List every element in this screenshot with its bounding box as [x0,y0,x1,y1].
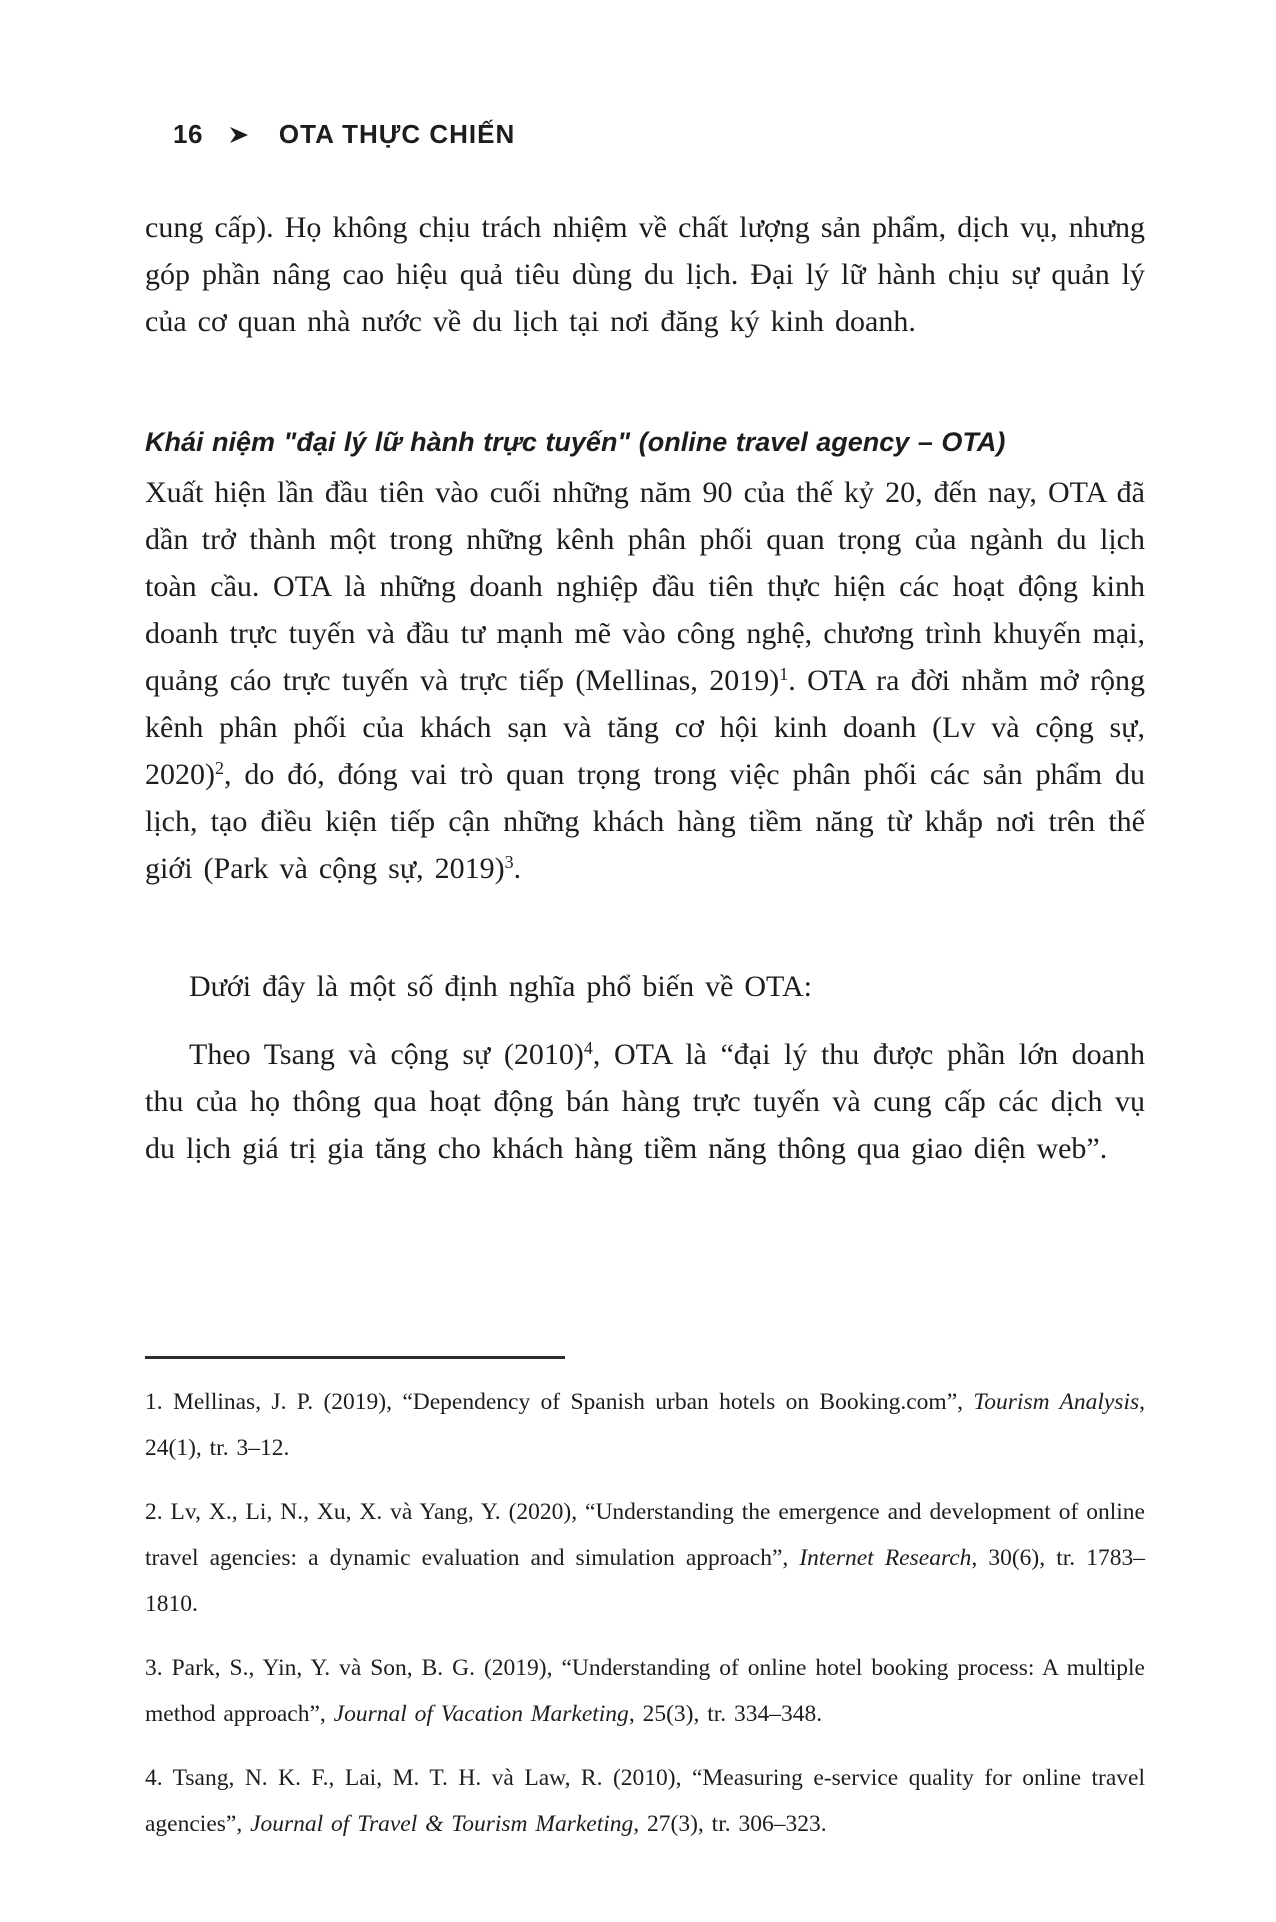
footnote-marker: 4 [583,1038,593,1059]
paragraph-agency-responsibility: cung cấp). Họ không chịu trách nhiệm về chất lượng sản phẩm, dịch vụ, nhưng góp phần nâng cao hiệu quả tiêu dùng du lịch. Đại lý lữ hành chịu sự quản lý của cơ quan nhà nước về du lịch tại nơi đăng ký kinh doanh. [145,211,1145,338]
footnote: 4. Tsang, N. K. F., Lai, M. T. H. và Law, R. (2010), “Measuring e-service quality for online travel agencies”, Journal of Travel & Tourism Marketing, 27(3), tr. 306–323. [145,1765,1145,1837]
footnote-marker: 1 [779,664,789,685]
footnote: 2. Lv, X., Li, N., Xu, X. và Yang, Y. (2020), “Understanding the emergence and development of online travel agencies: a dynamic evaluation and simulation approach”, Internet Research, 30(6), tr. 1783–1810. [145,1499,1145,1617]
footnote: 1. Mellinas, J. P. (2019), “Dependency of Spanish urban hotels on Booking.com”, Tourism Analysis, 24(1), tr. 3–12. [145,1389,1145,1461]
footnote-separator-rule [145,1356,565,1359]
footnote: 3. Park, S., Yin, Y. và Son, B. G. (2019), “Understanding of online hotel booking process: A multiple method approach”, Journal of Vacation Marketing, 25(3), tr. 334–348. [145,1655,1145,1727]
footnote-marker: 2 [215,758,224,779]
paragraph-tsang-definition: Theo Tsang và cộng sự $(2010)^4$, OTA là “đại lý thu được phần lớn doanh thu của họ thông qua hoạt động bán hàng trực tuyến và cung cấp các dịch vụ du lịch giá trị gia tăng cho khách hàng tiềm năng thông qua giao diện web”. [145,1038,1145,1165]
footnotes-section [145,1356,1145,1865]
page-number: 16 [173,119,203,149]
body-text [145,204,1145,1304]
footnote-marker: 3 [504,852,514,873]
right-arrowhead-icon [227,123,251,147]
section-heading-ota-concept: Khái niệm "đại lý lữ hành trực tuyến" (online travel agency – OTA) [145,427,1006,457]
footnote-list [145,1379,1145,1847]
running-title: OTA THỰC CHIẾN [278,119,516,149]
page-header [173,119,515,150]
paragraph-ota-history: Xuất hiện lần đầu tiên vào cuối những năm 90 của thế kỷ 20, đến nay, OTA đã dần trở thành một trong những kênh phân phối quan trọng của ngành du lịch toàn cầu. OTA là những doanh nghiệp đầu tiên thực hiện các hoạt động kinh doanh trực tuyến và đầu tư mạnh mẽ vào công nghệ, chương trình khuyến mại, quảng cáo trực tuyến và trực tiếp (Mellinas, 2019)$^1$. OTA ra đời nhằm mở rộng kênh phân phối của khách sạn và tăng cơ hội kinh doanh (Lv và cộng sự, 2020)$^2$, do đó, đóng vai trò quan trọng trong việc phân phối các sản phẩm du lịch, tạo điều kiện tiếp cận những khách hàng tiềm năng từ khắp nơi trên thế giới (Park và cộng sự, 2019)$^3$. [145,476,1145,885]
paragraph-definitions-intro: Dưới đây là một số định nghĩa phổ biến về OTA: [189,970,812,1003]
